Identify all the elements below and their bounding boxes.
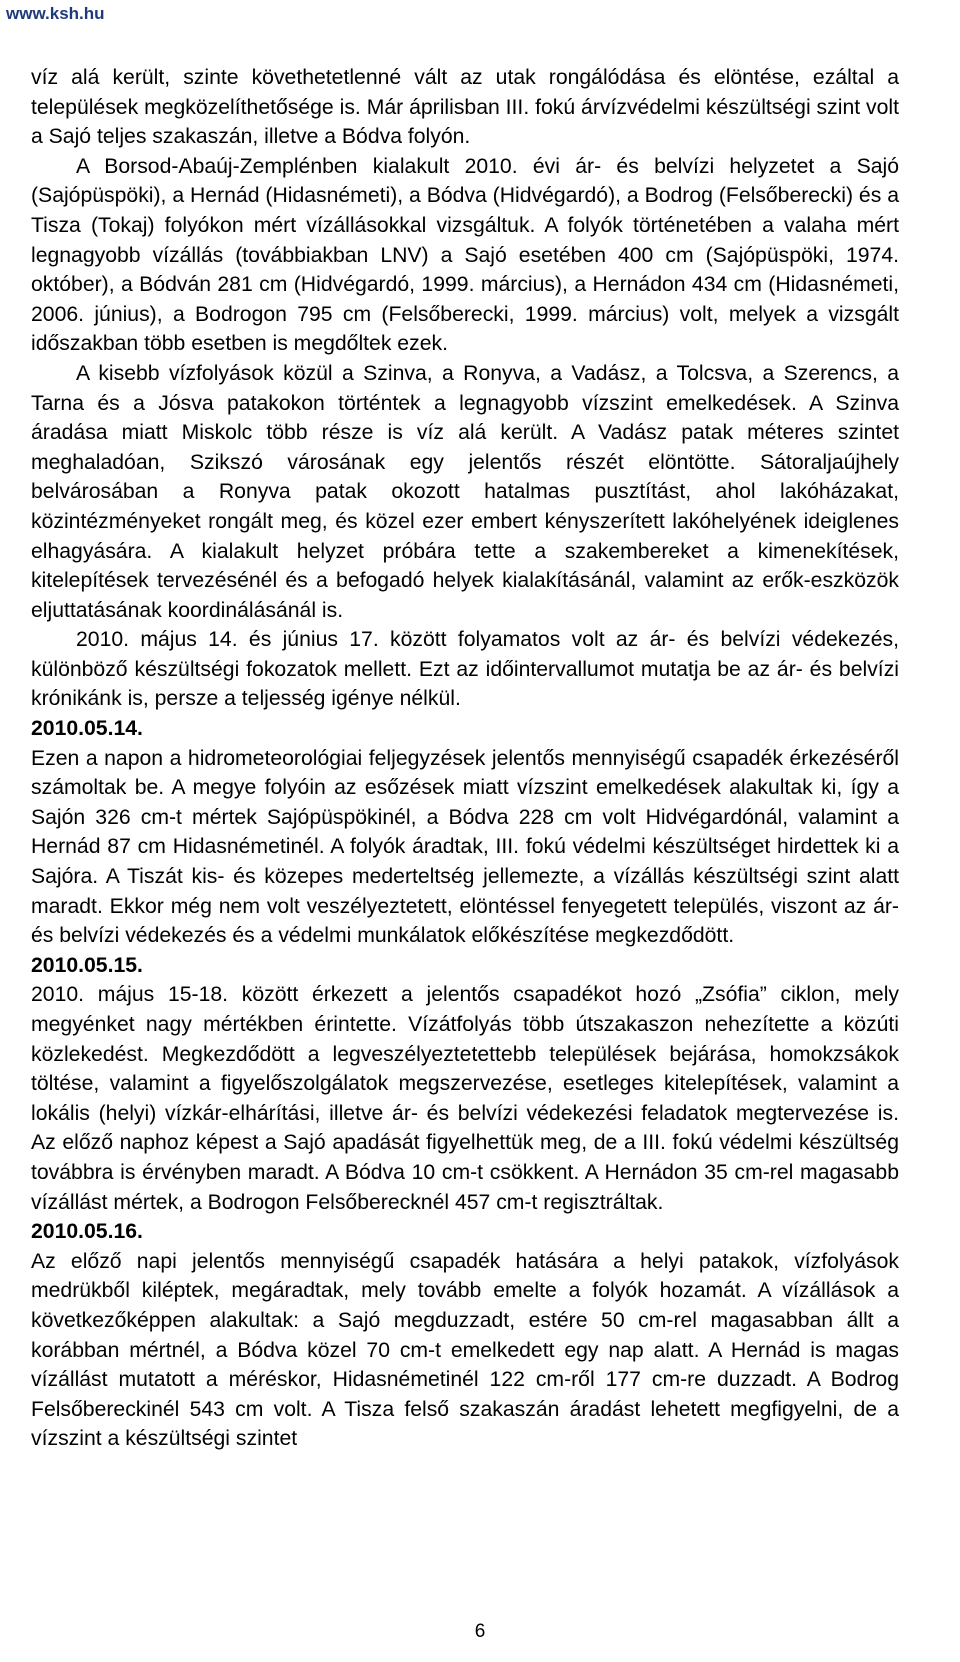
date-heading-0516: 2010.05.16. (31, 1220, 143, 1244)
date-heading-0514: 2010.05.14. (31, 717, 143, 741)
page-number: 6 (474, 1621, 486, 1642)
paragraph-defense-period: 2010. május 14. és június 17. között folyamatos volt az ár- és belvízi védekezés, különböző készültségi fokozatok mellett. Ezt az időintervallumot mutatja be az ár- és belvízi krónikánk is, persze a teljesség igénye nélkül. (31, 628, 899, 711)
site-link[interactable]: www.ksh.hu (6, 4, 105, 23)
document-body (31, 63, 899, 1454)
date-heading-0515: 2010.05.15. (31, 953, 143, 977)
paragraph-0516: Az előző napi jelentős mennyiségű csapadék hatására a helyi patakok, vízfolyások medrükből kiléptek, megáradtak, mely tovább emelte a folyók hozamát. A vízállások a következőképpen alakultak: a Sajó megduzzadt, estére 50 cm-rel magasabban állt a korábban mértnél, a Bódva közel 70 cm-t emelkedett egy nap alatt. A Hernád is magas vízállást mutatott a méréskor, Hidasnémetinél 122 cm-ről 177 cm-re duzzadt. A Bodrog Felsőbereckinél 543 cm volt. A Tisza felső szakaszán áradást lehetett megfigyelni, de a vízszint a készültségi szintet (31, 1249, 899, 1451)
paragraph-0515: 2010. május 15-18. között érkezett a jelentős csapadékot hozó „Zsófia” ciklon, mely megyénket nagy mértékben érintette. Vízátfolyás több útszakaszon nehezítette a közúti közlekedést. Megkezdődött a legveszélyeztetettebb települések bejárása, homokzsákok töltése, valamint a figyelőszolgálatok megszervezése, esetleges kitelepítések, valamint a lokális (helyi) vízkár-elhárítási, illetve ár- és belvízi védekezési feladatok megtervezése is. Az előző naphoz képest a Sajó apadását figyelhettük meg, de a III. fokú védelmi készültség továbbra is érvényben maradt. A Bódva 10 cm-t csökkent. A Hernádon 35 cm-rel magasabb vízállást mértek, a Bodrogon Felsőberecknél 457 cm-t regisztráltak. (31, 983, 899, 1214)
paragraph-0514: Ezen a napon a hidrometeorológiai feljegyzések jelentős mennyiségű csapadék érkezéséről számoltak be. A megye folyóin az esőzések miatt vízszint emelkedések alakultak ki, így a Sajón 326 cm-t mértek Sajópüspökinél, a Bódva 228 cm volt Hidvégardónál, valamint a Hernád 87 cm Hidasnémetinél. A folyók áradtak, III. fokú védelmi készültséget hirdettek ki a Sajóra. A Tiszát kis- és közepes mederteltség jellemezte, a vízállás készültségi szint alatt maradt. Ekkor még nem volt veszélyeztetett, elöntéssel fenyegetett település, viszont az ár- és belvízi védekezés és a védelmi munkálatok előkészítése megkezdődött. (31, 746, 899, 948)
paragraph-small-streams: A kisebb vízfolyások közül a Szinva, a Ronyva, a Vadász, a Tolcsva, a Szerencs, a Tarna és a Jósva patakokon történtek a legnagyobb vízszint emelkedések. A Szinva áradása miatt Miskolc több része is víz alá került. A Vadász patak méteres szintet meghaladóan, Szikszó városának egy jelentős részét elöntötte. Sátoraljaújhely belvárosában a Ronyva patak okozott hatalmas pusztítást, ahol lakóházakat, közintézményeket rongált meg, és közel ezer embert kényszerített lakóhelyének ideiglenes elhagyására. A kialakult helyzet próbára tette a szakembereket a kimenekítések, kitelepítések tervezésénél és a befogadó helyek kialakításánál, valamint az erők-eszközök eljuttatásának koordinálásánál is. (31, 361, 899, 622)
paragraph-continuation: víz alá került, szinte követhetetlenné vált az utak rongálódása és elöntése, ezáltal a települések megközelíthetősége is. Már áprilisban III. fokú árvízvédelmi készültségi szint volt a Sajó teljes szakaszán, illetve a Bódva folyón. (31, 66, 899, 149)
paragraph-rivers-analysis: A Borsod-Abaúj-Zemplénben kialakult 2010. évi ár- és belvízi helyzetet a Sajó (Sajópüspöki), a Hernád (Hidasnémeti), a Bódva (Hidvégardó), a Bodrog (Felsőberecki) és a Tisza (Tokaj) folyókon mért vízállásokkal vizsgáltuk. A folyók történetében a valaha mért legnagyobb vízállás (továbbiakban LNV) a Sajó esetében 400 cm (Sajópüspöki, 1974. október), a Bódván 281 cm (Hidvégardó, 1999. március), a Hernádon 434 cm (Hidasnémeti, 2006. június), a Bodrogon 795 cm (Felsőberecki, 1999. március) volt, melyek a vizsgált időszakban több esetben is megdőltek ezek. (31, 154, 899, 356)
